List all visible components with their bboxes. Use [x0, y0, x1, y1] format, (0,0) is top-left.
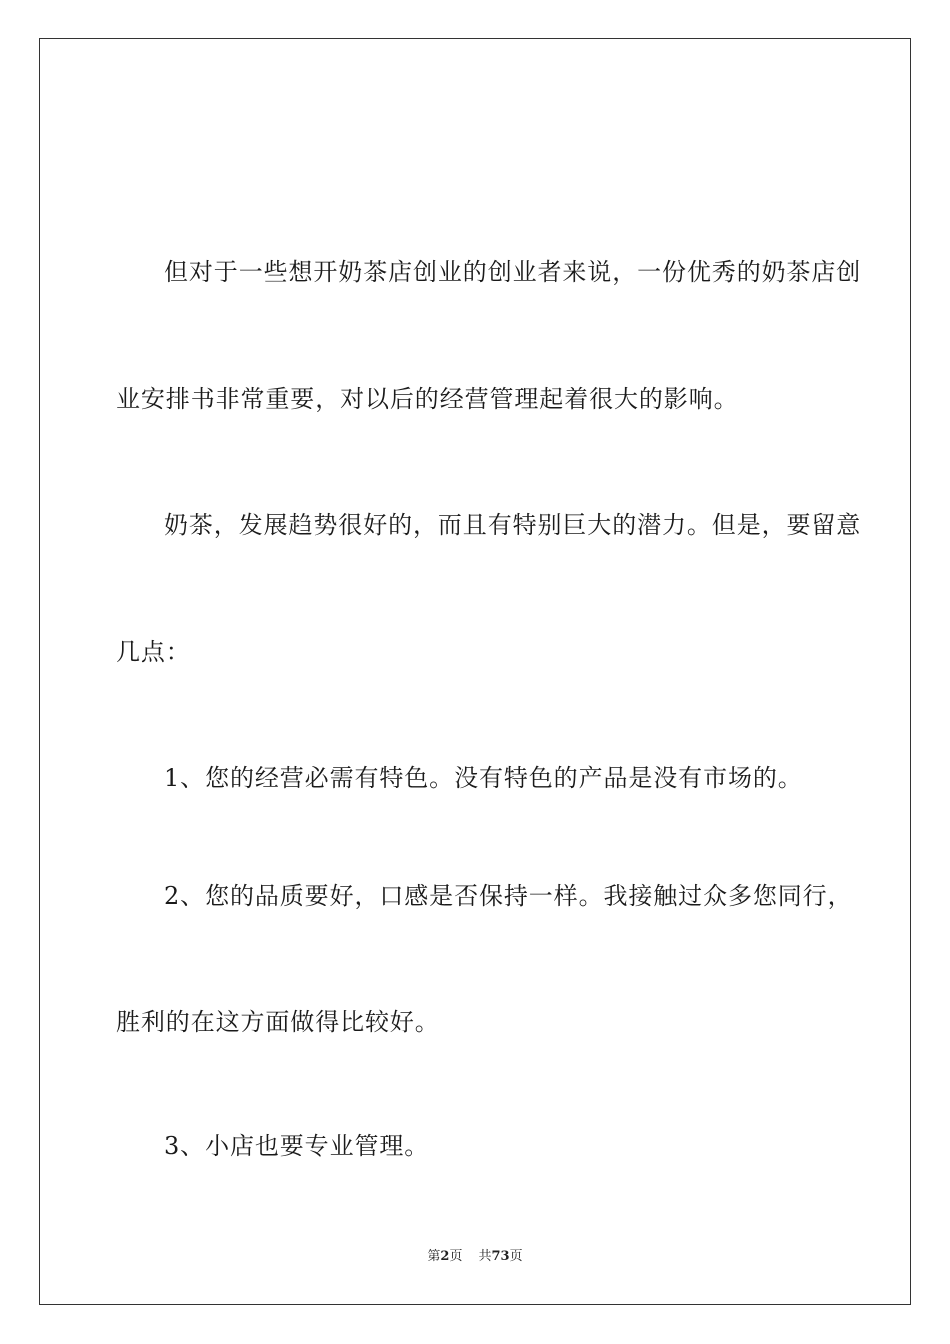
footer-page-suffix: 页 [449, 1249, 463, 1264]
paragraph-line: 1、您的经营必需有特色。没有特色的产品是没有市场的。 [164, 764, 803, 792]
footer-total-pages: 73 [491, 1249, 510, 1264]
page-border [39, 38, 911, 1305]
page-footer [0, 1248, 950, 1266]
paragraph-line: 但对于一些想开奶茶店创业的创业者来说，一份优秀的奶茶店创 [164, 258, 862, 286]
footer-page-number: 2 [440, 1249, 450, 1264]
footer-total-prefix: 共 [478, 1249, 492, 1264]
footer-page-prefix: 第 [427, 1249, 441, 1264]
paragraph-line: 胜利的在这方面做得比较好。 [116, 1008, 440, 1036]
paragraph-line: 业安排书非常重要，对以后的经营管理起着很大的影响。 [116, 385, 739, 413]
footer-total-suffix: 页 [509, 1249, 523, 1264]
paragraph-line: 几点： [116, 638, 191, 666]
paragraph-line: 3、小店也要专业管理。 [164, 1132, 430, 1160]
paragraph-line: 奶茶，发展趋势很好的，而且有特别巨大的潜力。但是，要留意 [164, 511, 862, 539]
paragraph-line: 2、您的品质要好，口感是否保持一样。我接触过众多您同行， [164, 882, 853, 910]
